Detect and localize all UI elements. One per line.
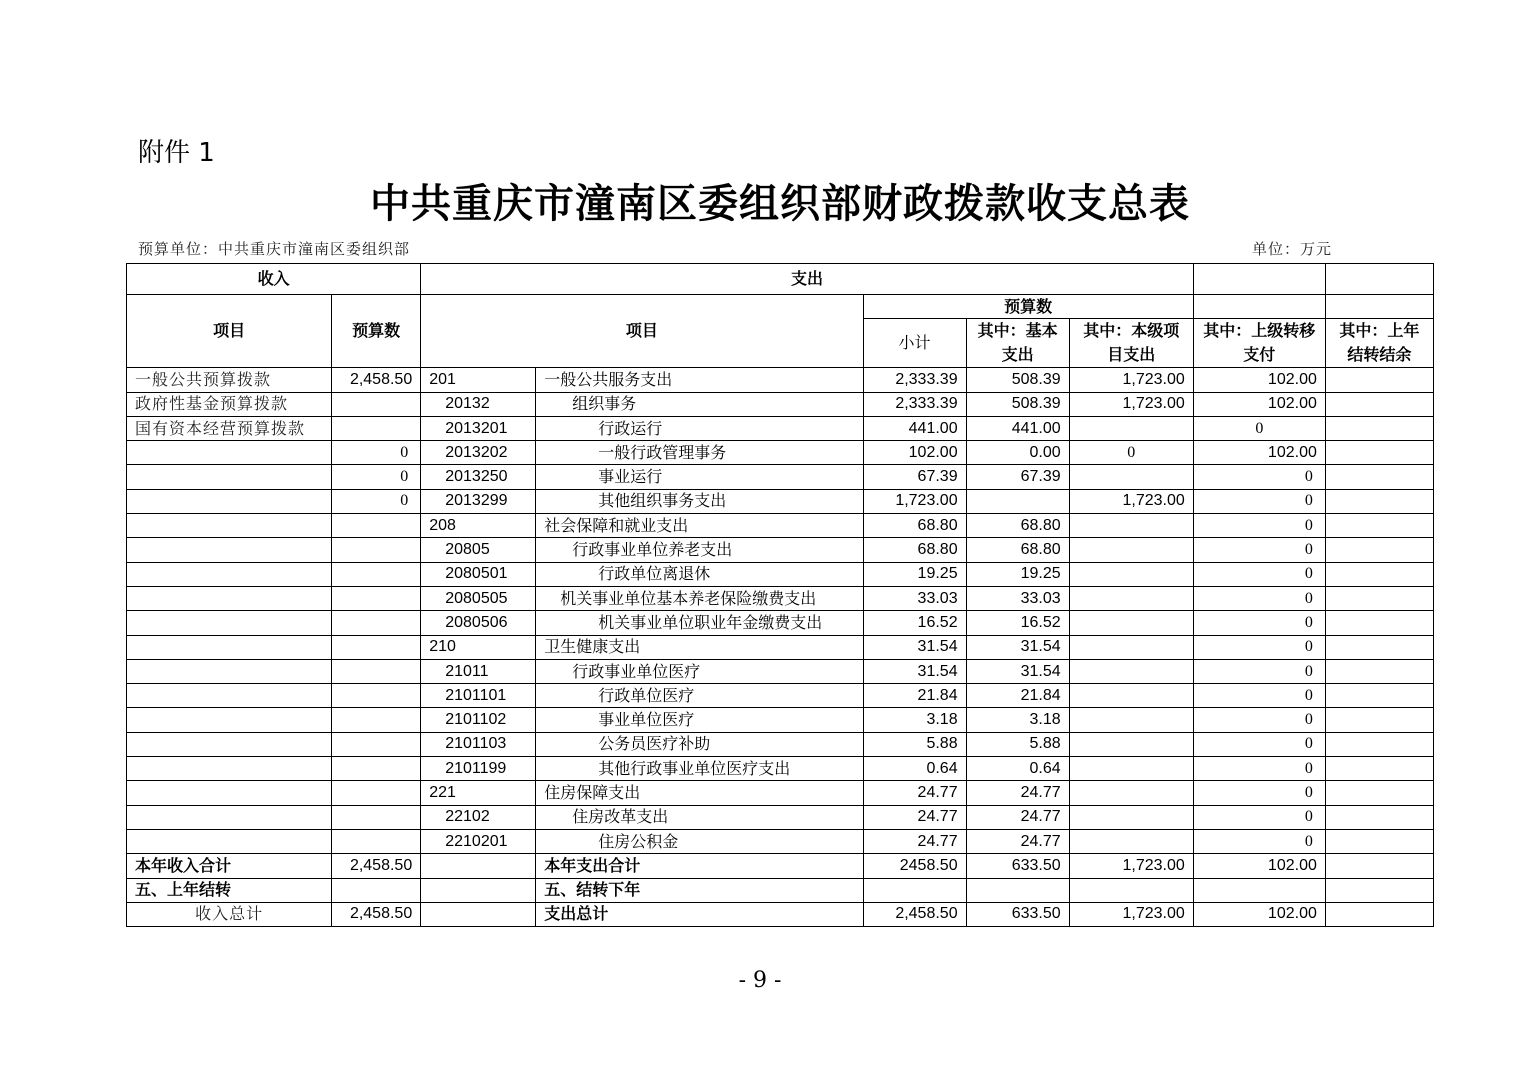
budget-group-header: 预算数	[863, 295, 1193, 319]
project-expense-cell	[1069, 465, 1193, 489]
basic-expense-cell: 31.54	[966, 635, 1069, 659]
subject-code-cell: 2080506	[421, 611, 536, 635]
income-item-cell	[127, 586, 332, 610]
subject-name-cell: 机关事业单位职业年金缴费支出	[536, 611, 863, 635]
carryover-header: 其中：上年结转结余	[1325, 319, 1433, 368]
subject-code-cell: 201	[421, 368, 536, 392]
total-carryover	[1325, 854, 1433, 878]
basic-expense-cell: 67.39	[966, 465, 1069, 489]
basic-expense-cell: 5.88	[966, 732, 1069, 756]
transfer-payment-cell: 0	[1193, 514, 1325, 538]
subject-name-cell: 其他组织事务支出	[536, 489, 863, 513]
subject-name-cell: 住房保障支出	[536, 781, 863, 805]
basic-expense-cell: 3.18	[966, 708, 1069, 732]
basic-expense-cell: 21.84	[966, 684, 1069, 708]
subject-code-cell: 2013201	[421, 416, 536, 440]
subtotal-cell: 68.80	[863, 514, 966, 538]
subtotal-cell: 31.54	[863, 659, 966, 683]
income-header: 收入	[127, 264, 421, 295]
income-item-cell: 政府性基金预算拨款	[127, 392, 332, 416]
basic-expense-cell: 16.52	[966, 611, 1069, 635]
carryover-cell	[1325, 805, 1433, 829]
income-amount-cell: 0	[332, 489, 421, 513]
income-item-cell	[127, 635, 332, 659]
income-amount-cell	[332, 635, 421, 659]
subject-name-cell: 一般公共服务支出	[536, 368, 863, 392]
subtotal-cell: 67.39	[863, 465, 966, 489]
total-project: 1,723.00	[1069, 854, 1193, 878]
subject-name-cell: 住房公积金	[536, 829, 863, 853]
project-expense-cell: 1,723.00	[1069, 392, 1193, 416]
subject-name-cell: 行政单位离退休	[536, 562, 863, 586]
income-budget-header: 预算数	[332, 295, 421, 368]
project-expense-cell: 1,723.00	[1069, 489, 1193, 513]
header-blank	[1325, 295, 1433, 319]
total-income-label: 五、上年结转	[127, 878, 332, 902]
subtotal-cell: 441.00	[863, 416, 966, 440]
subject-name-cell: 组织事务	[536, 392, 863, 416]
transfer-payment-cell: 0	[1193, 538, 1325, 562]
header-blank	[1193, 264, 1325, 295]
project-expense-cell	[1069, 514, 1193, 538]
total-income-label: 收入总计	[127, 902, 332, 926]
basic-expense-cell	[966, 489, 1069, 513]
subtotal-cell: 19.25	[863, 562, 966, 586]
income-amount-cell	[332, 659, 421, 683]
subject-name-cell: 行政单位医疗	[536, 684, 863, 708]
total-income-amount	[332, 878, 421, 902]
table-row	[127, 829, 1434, 853]
subtotal-cell: 24.77	[863, 781, 966, 805]
table-row	[127, 514, 1434, 538]
transfer-payment-cell: 0	[1193, 805, 1325, 829]
carryover-cell	[1325, 659, 1433, 683]
table-row	[127, 416, 1434, 440]
expense-item-header: 项目	[421, 295, 863, 368]
income-amount-cell	[332, 416, 421, 440]
carryover-cell	[1325, 562, 1433, 586]
basic-expense-cell: 31.54	[966, 659, 1069, 683]
header-blank	[1193, 295, 1325, 319]
basic-expense-cell: 33.03	[966, 586, 1069, 610]
income-amount-cell	[332, 562, 421, 586]
income-amount-cell	[332, 538, 421, 562]
basic-expense-cell: 0.64	[966, 757, 1069, 781]
subtotal-cell: 68.80	[863, 538, 966, 562]
subtotal-header: 小计	[863, 319, 966, 368]
subtotal-cell: 2,333.39	[863, 392, 966, 416]
subtotal-cell: 102.00	[863, 441, 966, 465]
table-row	[127, 611, 1434, 635]
basic-expense-cell: 508.39	[966, 392, 1069, 416]
transfer-payment-cell: 0	[1193, 781, 1325, 805]
transfer-payment-cell: 0	[1193, 489, 1325, 513]
carryover-cell	[1325, 635, 1433, 659]
subtotal-cell: 2,333.39	[863, 368, 966, 392]
total-transfer: 102.00	[1193, 902, 1325, 926]
income-item-cell	[127, 732, 332, 756]
income-amount-cell: 0	[332, 441, 421, 465]
subtotal-cell: 24.77	[863, 829, 966, 853]
basic-expense-cell: 441.00	[966, 416, 1069, 440]
carryover-cell	[1325, 368, 1433, 392]
transfer-payment-header: 其中：上级转移支付	[1193, 319, 1325, 368]
budget-unit-label: 预算单位：中共重庆市潼南区委组织部	[138, 240, 411, 258]
subject-code-cell: 2101102	[421, 708, 536, 732]
total-income-label: 本年收入合计	[127, 854, 332, 878]
basic-expense-cell: 68.80	[966, 514, 1069, 538]
carryover-cell	[1325, 684, 1433, 708]
project-expense-cell: 1,723.00	[1069, 368, 1193, 392]
basic-expense-cell: 19.25	[966, 562, 1069, 586]
subject-code-cell: 20132	[421, 392, 536, 416]
total-income-amount: 2,458.50	[332, 854, 421, 878]
page-title: 中共重庆市潼南区委组织部财政拨款收支总表	[370, 180, 1190, 227]
carryover-cell	[1325, 465, 1433, 489]
subtotal-cell: 21.84	[863, 684, 966, 708]
expense-header: 支出	[421, 264, 1194, 295]
income-amount-cell	[332, 586, 421, 610]
income-item-cell: 一般公共预算拨款	[127, 368, 332, 392]
transfer-payment-cell: 102.00	[1193, 392, 1325, 416]
project-expense-cell: 0	[1069, 441, 1193, 465]
project-expense-cell	[1069, 586, 1193, 610]
project-expense-cell	[1069, 635, 1193, 659]
project-expense-cell	[1069, 829, 1193, 853]
carryover-cell	[1325, 781, 1433, 805]
blank-cell	[421, 878, 536, 902]
subject-code-cell: 2013202	[421, 441, 536, 465]
carryover-cell	[1325, 829, 1433, 853]
carryover-cell	[1325, 489, 1433, 513]
blank-cell	[421, 902, 536, 926]
table-row	[127, 562, 1434, 586]
total-row	[127, 854, 1434, 878]
total-income-amount: 2,458.50	[332, 902, 421, 926]
transfer-payment-cell: 0	[1193, 732, 1325, 756]
total-subtotal	[863, 878, 966, 902]
income-item-cell	[127, 757, 332, 781]
basic-expense-cell: 0.00	[966, 441, 1069, 465]
project-expense-cell	[1069, 805, 1193, 829]
subtotal-cell: 31.54	[863, 635, 966, 659]
transfer-payment-cell: 0	[1193, 635, 1325, 659]
table-row	[127, 538, 1434, 562]
income-amount-cell	[332, 392, 421, 416]
income-amount-cell	[332, 514, 421, 538]
subject-code-cell: 2101101	[421, 684, 536, 708]
total-transfer: 102.00	[1193, 854, 1325, 878]
subject-code-cell: 2080501	[421, 562, 536, 586]
income-item-cell	[127, 805, 332, 829]
total-subtotal: 2,458.50	[863, 902, 966, 926]
income-item-cell	[127, 514, 332, 538]
table-row	[127, 757, 1434, 781]
transfer-payment-cell: 0	[1193, 562, 1325, 586]
transfer-payment-cell: 0	[1193, 708, 1325, 732]
project-expense-cell	[1069, 562, 1193, 586]
project-expense-cell	[1069, 708, 1193, 732]
transfer-payment-cell: 0	[1193, 586, 1325, 610]
subject-code-cell: 2101103	[421, 732, 536, 756]
subject-name-cell: 事业运行	[536, 465, 863, 489]
project-expense-cell	[1069, 659, 1193, 683]
basic-expense-header: 其中：基本支出	[966, 319, 1069, 368]
header-blank	[1325, 264, 1433, 295]
subtotal-cell: 33.03	[863, 586, 966, 610]
table-row	[127, 781, 1434, 805]
transfer-payment-cell: 102.00	[1193, 368, 1325, 392]
project-expense-cell	[1069, 732, 1193, 756]
header-row-1	[127, 264, 1434, 295]
total-project: 1,723.00	[1069, 902, 1193, 926]
basic-expense-cell: 24.77	[966, 781, 1069, 805]
transfer-payment-cell: 0	[1193, 757, 1325, 781]
total-carryover	[1325, 902, 1433, 926]
carryover-cell	[1325, 514, 1433, 538]
income-amount-cell	[332, 781, 421, 805]
subject-code-cell: 21011	[421, 659, 536, 683]
project-expense-cell	[1069, 684, 1193, 708]
income-item-cell: 国有资本经营预算拨款	[127, 416, 332, 440]
carryover-cell	[1325, 732, 1433, 756]
total-row	[127, 902, 1434, 926]
income-item-cell	[127, 659, 332, 683]
transfer-payment-cell: 0	[1193, 611, 1325, 635]
income-amount-cell	[332, 805, 421, 829]
subject-code-cell: 2013299	[421, 489, 536, 513]
total-expense-label: 五、结转下年	[536, 878, 863, 902]
total-basic: 633.50	[966, 902, 1069, 926]
subject-code-cell: 208	[421, 514, 536, 538]
blank-cell	[421, 854, 536, 878]
subject-name-cell: 机关事业单位基本养老保险缴费支出	[536, 586, 863, 610]
subtotal-cell: 24.77	[863, 805, 966, 829]
transfer-payment-cell: 0	[1193, 465, 1325, 489]
subtotal-cell: 5.88	[863, 732, 966, 756]
project-expense-cell	[1069, 416, 1193, 440]
basic-expense-cell: 68.80	[966, 538, 1069, 562]
carryover-cell	[1325, 611, 1433, 635]
transfer-payment-cell: 0	[1193, 416, 1325, 440]
subject-code-cell: 2210201	[421, 829, 536, 853]
subject-name-cell: 一般行政管理事务	[536, 441, 863, 465]
table-row	[127, 659, 1434, 683]
total-project	[1069, 878, 1193, 902]
income-item-cell	[127, 611, 332, 635]
transfer-payment-cell: 0	[1193, 659, 1325, 683]
income-amount-cell	[332, 732, 421, 756]
transfer-payment-cell: 102.00	[1193, 441, 1325, 465]
basic-expense-cell: 24.77	[966, 805, 1069, 829]
subtotal-cell: 1,723.00	[863, 489, 966, 513]
total-transfer	[1193, 878, 1325, 902]
carryover-cell	[1325, 392, 1433, 416]
table-row	[127, 441, 1434, 465]
budget-summary-table	[126, 263, 1434, 927]
subject-code-cell: 20805	[421, 538, 536, 562]
income-item-cell	[127, 465, 332, 489]
attachment-label: 附件 1	[138, 138, 215, 168]
income-item-cell	[127, 489, 332, 513]
subject-code-cell: 22102	[421, 805, 536, 829]
total-expense-label: 本年支出合计	[536, 854, 863, 878]
project-expense-cell	[1069, 757, 1193, 781]
table-row	[127, 732, 1434, 756]
basic-expense-cell: 24.77	[966, 829, 1069, 853]
total-row	[127, 878, 1434, 902]
subtotal-cell: 0.64	[863, 757, 966, 781]
income-amount-cell	[332, 708, 421, 732]
subject-name-cell: 社会保障和就业支出	[536, 514, 863, 538]
carryover-cell	[1325, 586, 1433, 610]
income-amount-cell	[332, 684, 421, 708]
transfer-payment-cell: 0	[1193, 684, 1325, 708]
table-row	[127, 465, 1434, 489]
carryover-cell	[1325, 416, 1433, 440]
income-item-cell	[127, 708, 332, 732]
transfer-payment-cell: 0	[1193, 829, 1325, 853]
page-number: - 9 -	[738, 968, 782, 993]
basic-expense-cell: 508.39	[966, 368, 1069, 392]
subject-name-cell: 行政事业单位养老支出	[536, 538, 863, 562]
total-expense-label: 支出总计	[536, 902, 863, 926]
carryover-cell	[1325, 757, 1433, 781]
table-row	[127, 489, 1434, 513]
total-basic	[966, 878, 1069, 902]
subject-name-cell: 卫生健康支出	[536, 635, 863, 659]
carryover-cell	[1325, 708, 1433, 732]
income-item-header: 项目	[127, 295, 332, 368]
table-row	[127, 684, 1434, 708]
income-item-cell	[127, 538, 332, 562]
subject-name-cell: 其他行政事业单位医疗支出	[536, 757, 863, 781]
subject-name-cell: 行政事业单位医疗	[536, 659, 863, 683]
subject-name-cell: 住房改革支出	[536, 805, 863, 829]
income-item-cell	[127, 829, 332, 853]
table-row	[127, 805, 1434, 829]
carryover-cell	[1325, 538, 1433, 562]
table-row	[127, 708, 1434, 732]
subject-code-cell: 210	[421, 635, 536, 659]
subject-code-cell: 2080505	[421, 586, 536, 610]
header-row-2	[127, 295, 1434, 319]
income-item-cell	[127, 562, 332, 586]
income-amount-cell: 0	[332, 465, 421, 489]
subject-code-cell: 2101199	[421, 757, 536, 781]
total-basic: 633.50	[966, 854, 1069, 878]
subtotal-cell: 16.52	[863, 611, 966, 635]
table-row	[127, 392, 1434, 416]
income-item-cell	[127, 781, 332, 805]
subject-code-cell: 221	[421, 781, 536, 805]
subject-name-cell: 公务员医疗补助	[536, 732, 863, 756]
table-row	[127, 586, 1434, 610]
table-row	[127, 368, 1434, 392]
project-expense-header: 其中：本级项目支出	[1069, 319, 1193, 368]
subject-code-cell: 2013250	[421, 465, 536, 489]
total-subtotal: 2458.50	[863, 854, 966, 878]
project-expense-cell	[1069, 611, 1193, 635]
income-item-cell	[127, 684, 332, 708]
table-row	[127, 635, 1434, 659]
subtotal-cell: 3.18	[863, 708, 966, 732]
subject-name-cell: 事业单位医疗	[536, 708, 863, 732]
income-amount-cell	[332, 829, 421, 853]
subject-name-cell: 行政运行	[536, 416, 863, 440]
project-expense-cell	[1069, 538, 1193, 562]
income-amount-cell	[332, 611, 421, 635]
total-carryover	[1325, 878, 1433, 902]
income-amount-cell	[332, 757, 421, 781]
currency-unit-label: 单位：万元	[1252, 240, 1333, 258]
project-expense-cell	[1069, 781, 1193, 805]
income-item-cell	[127, 441, 332, 465]
income-amount-cell: 2,458.50	[332, 368, 421, 392]
carryover-cell	[1325, 441, 1433, 465]
